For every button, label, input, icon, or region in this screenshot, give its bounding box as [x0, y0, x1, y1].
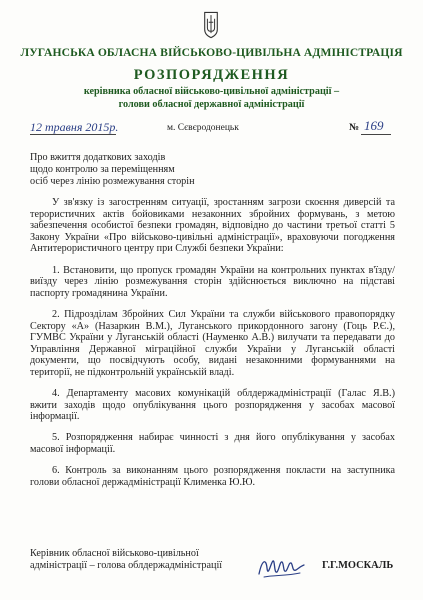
number-sign: № — [349, 122, 360, 133]
item-4-paragraph: 4. Департаменту масових комунікацій облдержадміністрації (Галас Я.В.) вжити заходів щодо опублікування цього розпорядження у засобах масової інформації. — [30, 388, 395, 423]
item-5-paragraph: 5. Розпорядження набирає чинності з дня його опублікування у засобах масової інформації. — [30, 432, 395, 456]
signatory-name: Г.Г.МОСКАЛЬ — [322, 560, 394, 571]
issuer-line-1: керівника обласної військово-цивільної адміністрації – — [83, 86, 340, 97]
handwritten-signature-icon — [256, 552, 306, 582]
document-city: м. Сєвєродонецьк — [167, 123, 239, 133]
subject-line-1: Про вжиття додаткових заходів — [30, 152, 166, 163]
item-6-paragraph: 6. Контроль за виконанням цього розпорядження покласти на заступника голови обласної держадміністрації Клименка Ю.Ю. — [30, 465, 395, 488]
document-type: РОЗПОРЯДЖЕННЯ — [133, 67, 290, 83]
document-subject — [30, 152, 290, 189]
number-underline — [361, 134, 391, 135]
date-underline — [30, 134, 116, 135]
issuer-line-2: голови обласної державної адміністрації — [118, 99, 305, 110]
signature-block — [30, 548, 400, 594]
item-1-paragraph: 1. Встановити, що пропуск громадян України на контрольних пунктах в'їзду/виїзду через лінію розмежування сторін здійснюється виключно на підставі паспорту громадянина України. — [30, 264, 395, 299]
preamble-paragraph: У зв'язку із загостренням ситуації, зростанням загрози скоєння диверсій та терористичних актів бойовиками незаконних збройних формувань, з метою забезпечення особистої безпеки громадян, відповідно до частини третьої статті 5 Закону України «Про військово-цивільні адміністрації», враховуючи погодження Антитерористичного центру при Службі безпеки України: — [30, 197, 395, 255]
signatory-title-line-1: Керівник обласної військово-цивільної — [30, 548, 199, 559]
subject-line-3: осіб через лінію розмежування сторін — [30, 176, 195, 188]
document-number: 169 — [364, 118, 384, 133]
trident-emblem-icon — [202, 10, 220, 40]
item-2-paragraph: 2. Підрозділам Збройних Сил України та служби військового правопорядку Сектору «А» (Назаркин В.М.), Луганського прикордонного загону (Гоць Р.Є.), ГУМВС України у Луганській області (Науменко А.В.) вилучати та передавати до Управління Державної міграційної служби України у Луганській області документи, що посвідчують особу, видані незаконними формуваннями на території, не підконтрольній українській владі. — [30, 308, 395, 378]
date-number-line — [0, 120, 423, 138]
signatory-title-line-2: адміністрації – голова облдержадміністрації — [30, 560, 223, 572]
document-date: 12 травня 2015р. — [30, 120, 119, 134]
subject-line-2: щодо контролю за переміщенням — [30, 164, 175, 176]
document-body — [30, 197, 395, 498]
organization-name: ЛУГАНСЬКА ОБЛАСНА ВІЙСЬКОВО-ЦИВІЛЬНА АДМІНІСТРАЦІЯ — [20, 46, 403, 59]
